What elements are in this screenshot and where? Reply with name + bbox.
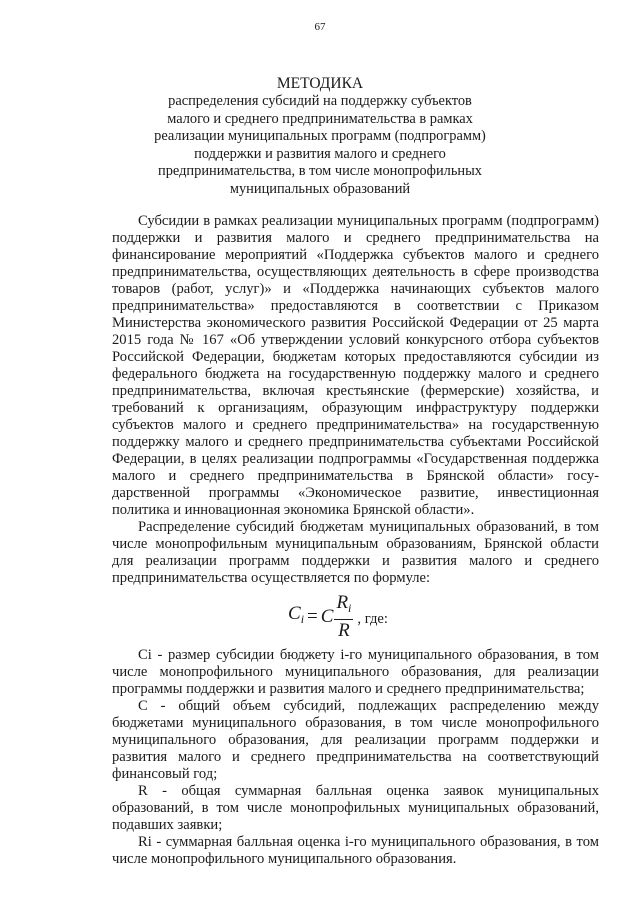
document-body [112,213,599,868]
formula-denominator: R [338,619,350,641]
title-line: муниципальных образований [229,180,411,197]
definition-c: С - общий объем субсидий, подлежащих распределению между бюджетами муниципального образования, в том числе монопрофильного муниципального образования, для реализации программ поддержки и развития малого и среднего предпринимательства на соответствующий финансовый год; [112,698,599,782]
formula-row [288,593,599,639]
formula-coefficient: C [320,605,334,627]
distribution-paragraph: Распределение субсидий бюджетам муниципальных образований, в том числе монопрофильным муниципальным образованиям, Брянской области для реализации программ поддержки и развития малого и среднего предпринимательства осуществляется по формуле: [112,519,599,586]
title-line: реализации муниципальных программ (подпрограмм) [154,128,486,145]
formula-lhs: $C_i$ [288,602,305,626]
formula-equals: = [307,605,318,627]
intro-paragraph: Субсидии в рамках реализации муниципальных программ (подпрограмм) поддержки и развития малого и среднего предпринимательства на финансирование мероприятий «Поддержка субъектов малого и среднего предпринимательства, осуществляющих деятельность в сфере производства товаров (работ, услуг)» и «Поддержка начинающих субъектов малого предпринимательства» предоставляются в соответствии с Приказом Министерства экономического развития Российской Федерации от 25 марта 2015 года № 167 «Об утверждении условий конкурсного отбора субъектов Российской Федерации, бюджетам которых предоставляются субсидии из федерального бюджета на государственную поддержку малого и среднего предпринимательства, включая крестьянские (фермерские) хозяйства, и требований к организациям, образующим инфраструктуру поддержки субъектов малого и среднего предпринимательства» на государственную поддержку малого и среднего предпринимательства субъектами Российской Федерации, в целях реализации подпрограммы «Государственная поддержка малого и среднего предпринимательства в Брянской области» государственной программы «Экономическое развитие, инвестиционная политика и инновационная экономика Брянской области». [112,213,599,518]
definition-ri: Ri - суммарная балльная оценка i-го муниципального образования, в том числе монопрофильного муниципального образования. [112,834,599,867]
title-line: малого и среднего предпринимательства в рамках [167,110,473,127]
title-line: поддержки и развития малого и среднего [194,145,446,162]
title-line: распределения субсидий на поддержку субъектов [168,93,472,109]
formula-fraction [334,592,353,641]
formula-suffix: , где: [357,610,388,627]
formula-numerator: $R_i$ [334,592,353,620]
definition-r: R - общая суммарная балльная оценка заявок муниципальных образований, в том числе монопрофильных муниципальных образований, подавших заявки; [112,783,599,833]
page-number: 67 [314,21,326,33]
definition-ci: Ci - размер субсидии бюджету i-го муниципального образования, в том числе монопрофильного муниципального образования, для реализации программы поддержки и развития малого и среднего предпринимательства; [112,647,599,697]
title-line: предпринимательства, в том числе монопрофильных [158,163,482,180]
document-title [0,74,640,199]
title-heading: МЕТОДИКА [276,75,364,92]
subsidy-formula [288,592,354,641]
